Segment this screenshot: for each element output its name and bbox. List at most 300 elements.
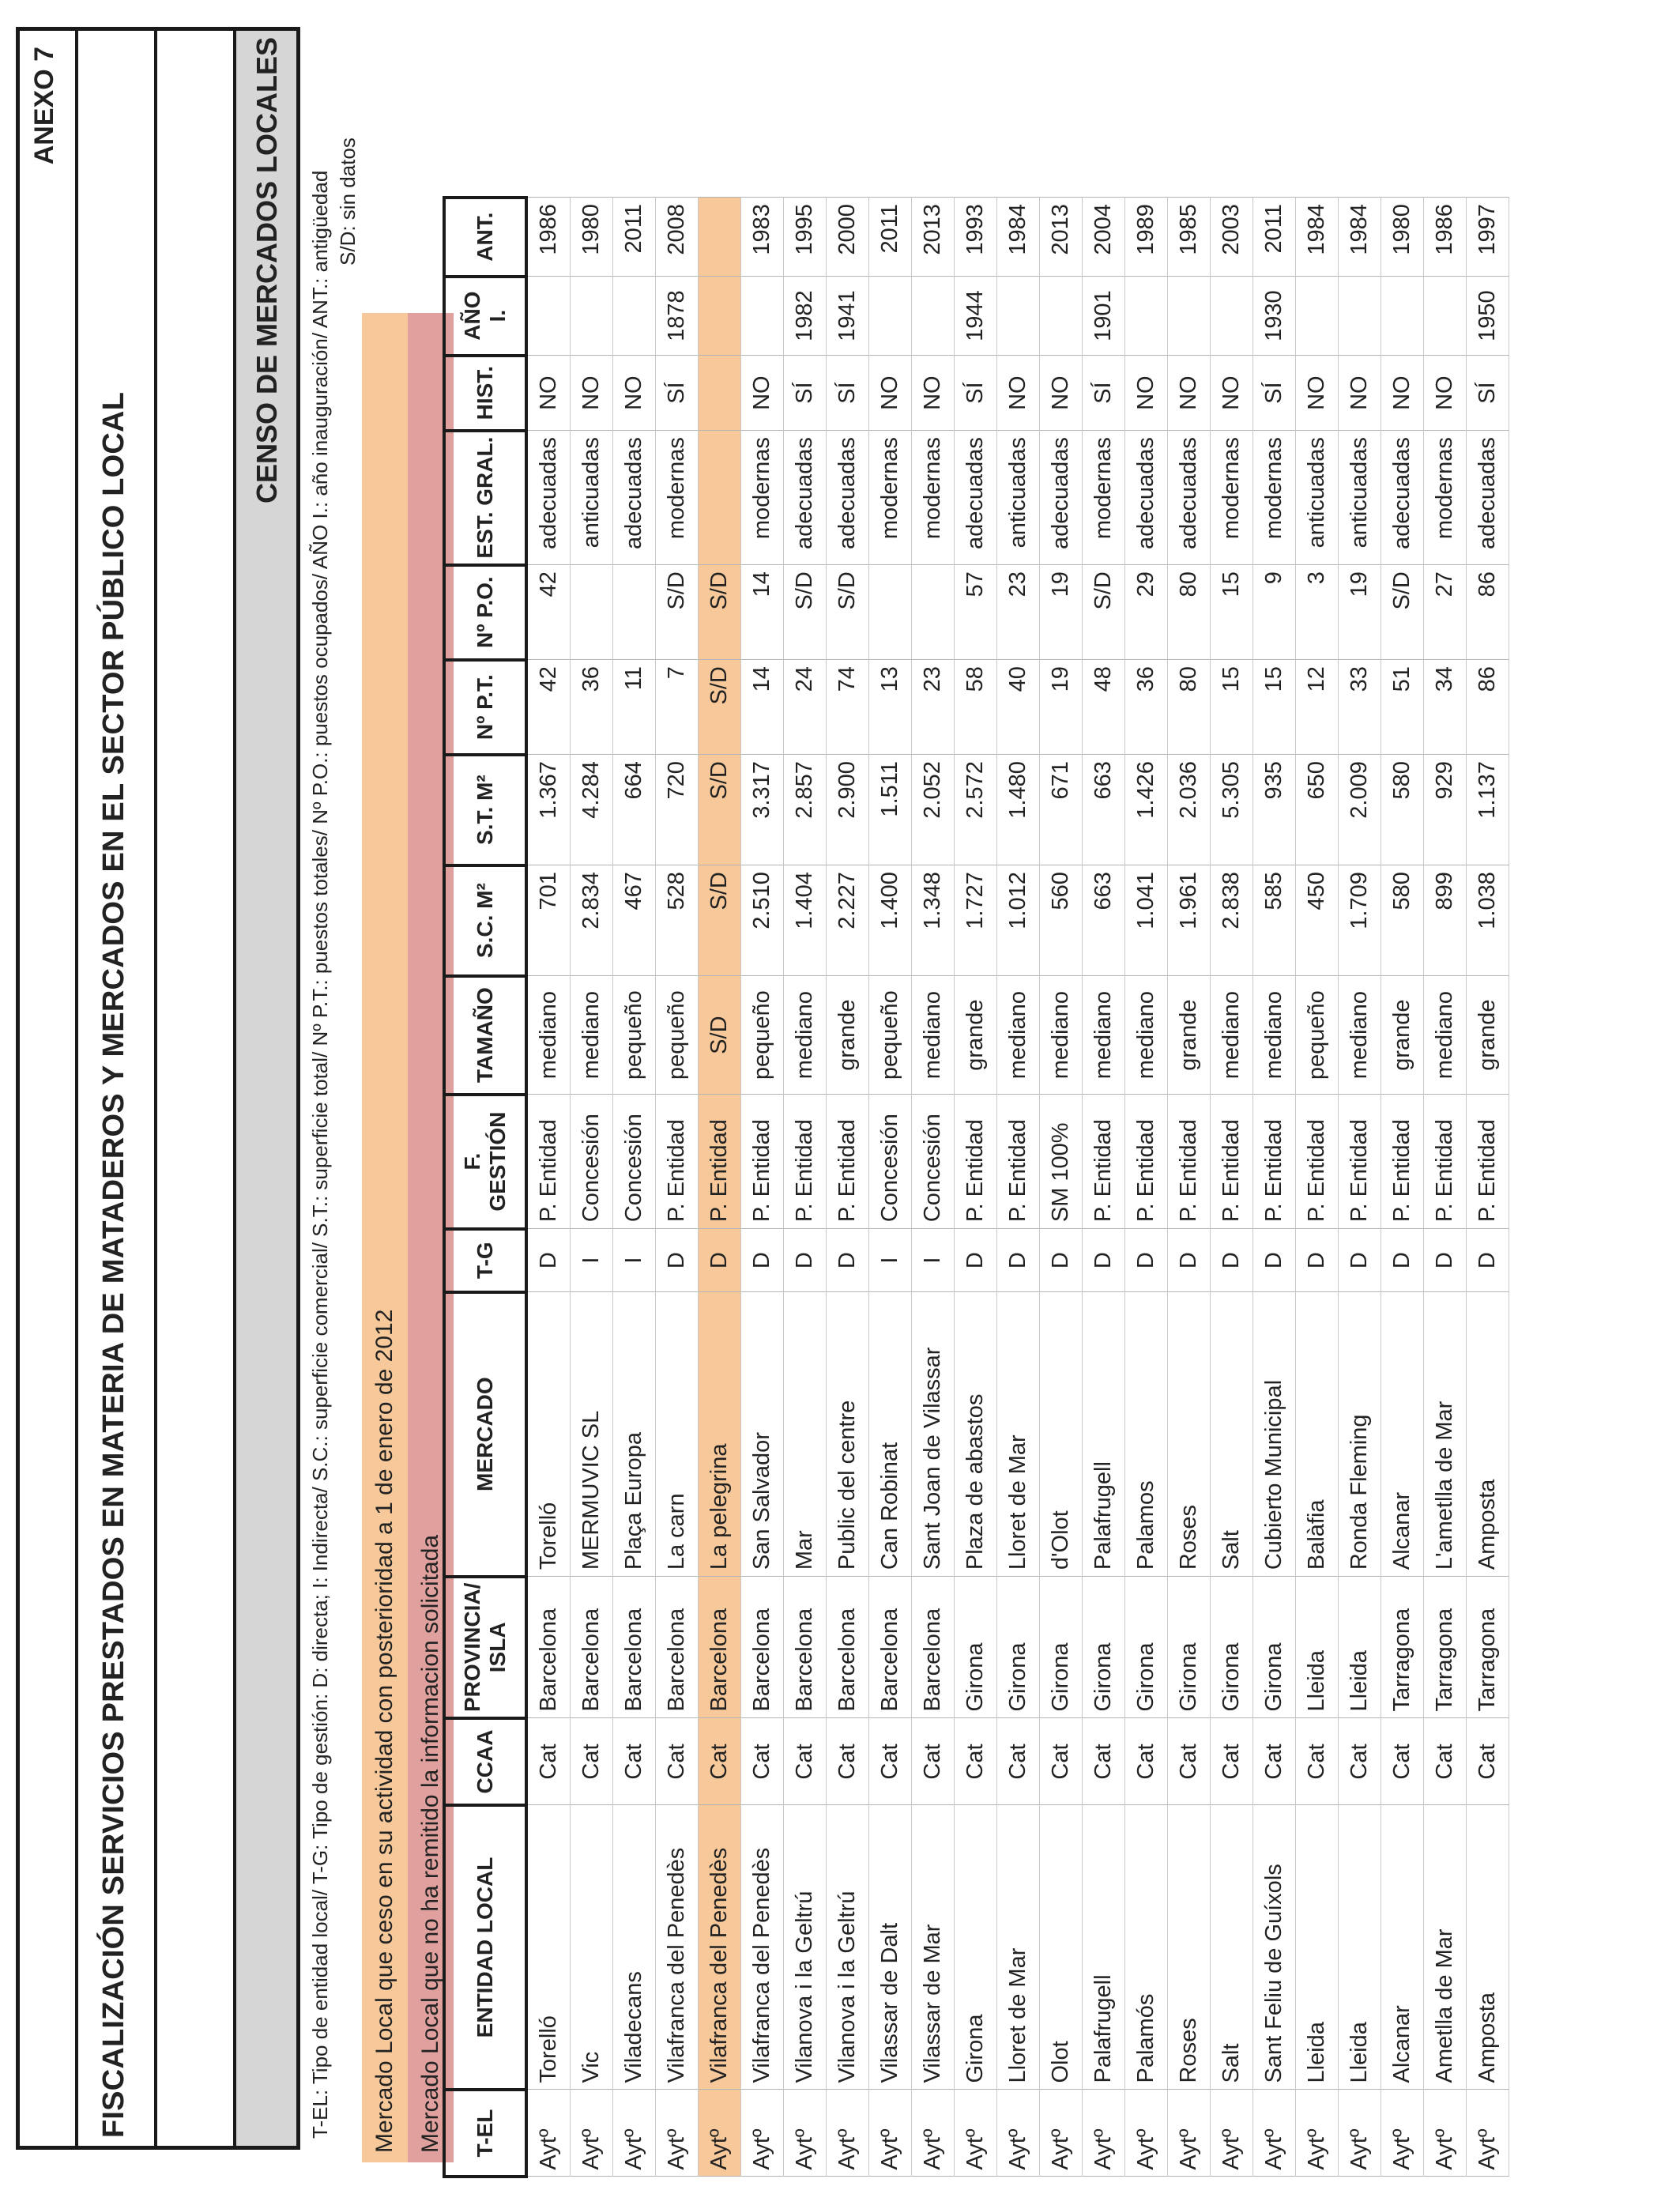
header-est-gral: EST. GRAL. bbox=[444, 431, 526, 565]
cell-tamano: mediano bbox=[1424, 976, 1467, 1095]
table-body bbox=[526, 198, 1509, 2177]
cell-ccaa: Cat bbox=[1296, 1718, 1339, 1805]
cell-npt: 34 bbox=[1424, 660, 1467, 755]
cell-tamano: mediano bbox=[571, 976, 613, 1095]
cell-provincia: Girona bbox=[1125, 1577, 1168, 1718]
cell-est-gral: adecuadas bbox=[1125, 431, 1168, 565]
table-header-row bbox=[444, 198, 526, 2177]
cell-mercado: San Salvador bbox=[741, 1292, 784, 1577]
cell-sc: 1.012 bbox=[997, 865, 1040, 976]
cell-entidad-local: Viladecans bbox=[613, 1805, 656, 2090]
header-tamano: TAMAÑO bbox=[444, 976, 526, 1095]
table-row bbox=[1381, 198, 1424, 2177]
cell-f-gestion: P. Entidad bbox=[656, 1095, 699, 1229]
ceased-market-banner: Mercado Local que ceso en su actividad con posterioridad a 1 de enero de 2012 bbox=[362, 313, 408, 2162]
cell-hist: SÍ bbox=[784, 356, 827, 431]
cell-t-g: D bbox=[741, 1229, 784, 1292]
cell-ccaa: Cat bbox=[699, 1718, 741, 1805]
cell-sc: 1.400 bbox=[869, 865, 912, 976]
cell-st: 663 bbox=[1083, 755, 1125, 865]
cell-npo: 3 bbox=[1296, 565, 1339, 660]
cell-t-el: Aytº bbox=[784, 2090, 827, 2177]
cell-t-el: Aytº bbox=[912, 2090, 955, 2177]
cell-ant: 1984 bbox=[997, 198, 1040, 277]
cell-t-el: Aytº bbox=[613, 2090, 656, 2177]
cell-sc: 1.041 bbox=[1125, 865, 1168, 976]
cell-npt: 24 bbox=[784, 660, 827, 755]
cell-t-g: D bbox=[1424, 1229, 1467, 1292]
cell-t-el: Aytº bbox=[571, 2090, 613, 2177]
cell-npo: 23 bbox=[997, 565, 1040, 660]
cell-t-g: D bbox=[1253, 1229, 1296, 1292]
cell-hist: NO bbox=[1040, 356, 1083, 431]
cell-mercado: Torelló bbox=[526, 1292, 571, 1577]
cell-ccaa: Cat bbox=[869, 1718, 912, 1805]
cell-provincia: Girona bbox=[1253, 1577, 1296, 1718]
cell-t-g: D bbox=[1339, 1229, 1381, 1292]
annex-label: ANEXO 7 bbox=[29, 47, 59, 165]
cell-ano-i bbox=[1125, 277, 1168, 356]
cell-npo: 29 bbox=[1125, 565, 1168, 660]
cell-ant: 2004 bbox=[1083, 198, 1125, 277]
cell-ant: 2013 bbox=[912, 198, 955, 277]
cell-tamano: mediano bbox=[1040, 976, 1083, 1095]
cell-provincia: Barcelona bbox=[741, 1577, 784, 1718]
cell-est-gral: anticuadas bbox=[571, 431, 613, 565]
cell-entidad-local: Vilafranca del Penedès bbox=[699, 1805, 741, 2090]
cell-t-g: I bbox=[571, 1229, 613, 1292]
table-row bbox=[1125, 198, 1168, 2177]
cell-hist: NO bbox=[1168, 356, 1211, 431]
cell-st: 720 bbox=[656, 755, 699, 865]
cell-f-gestion: P. Entidad bbox=[1467, 1095, 1509, 1229]
cell-tamano: mediano bbox=[912, 976, 955, 1095]
cell-npo: S/D bbox=[784, 565, 827, 660]
cell-entidad-local: Torelló bbox=[526, 1805, 571, 2090]
cell-npt: 23 bbox=[912, 660, 955, 755]
cell-t-el: Aytº bbox=[656, 2090, 699, 2177]
header-f-gestion: F. GESTIÓN bbox=[444, 1095, 526, 1229]
cell-entidad-local: Palamós bbox=[1125, 1805, 1168, 2090]
cell-npo: S/D bbox=[827, 565, 869, 660]
cell-sc: 1.709 bbox=[1339, 865, 1381, 976]
cell-npo: 9 bbox=[1253, 565, 1296, 660]
cell-est-gral: adecuadas bbox=[1381, 431, 1424, 565]
cell-mercado: MERMUVIC SL bbox=[571, 1292, 613, 1577]
cell-ant: 1980 bbox=[571, 198, 613, 277]
cell-entidad-local: Vilafranca del Penedès bbox=[741, 1805, 784, 2090]
cell-tamano: grande bbox=[955, 976, 997, 1095]
cell-t-el: Aytº bbox=[526, 2090, 571, 2177]
table-row bbox=[1424, 198, 1467, 2177]
cell-entidad-local: Alcanar bbox=[1381, 1805, 1424, 2090]
header-entidad-local: ENTIDAD LOCAL bbox=[444, 1805, 526, 2090]
cell-t-el: Aytº bbox=[869, 2090, 912, 2177]
cell-hist: NO bbox=[869, 356, 912, 431]
cell-hist: SÍ bbox=[955, 356, 997, 431]
missing-info-banner: Mercado Local que no ha remitido la informacion solicitada bbox=[408, 313, 454, 2162]
cell-hist: SÍ bbox=[1467, 356, 1509, 431]
cell-ano-i bbox=[912, 277, 955, 356]
cell-est-gral: adecuadas bbox=[526, 431, 571, 565]
cell-mercado: Plaça Europa bbox=[613, 1292, 656, 1577]
cell-hist: NO bbox=[613, 356, 656, 431]
cell-st: 2.052 bbox=[912, 755, 955, 865]
cell-mercado: L'ametlla de Mar bbox=[1424, 1292, 1467, 1577]
cell-hist: SÍ bbox=[1253, 356, 1296, 431]
cell-sc: 1.961 bbox=[1168, 865, 1211, 976]
table-row bbox=[869, 198, 912, 2177]
cell-ccaa: Cat bbox=[656, 1718, 699, 1805]
cell-t-g: D bbox=[955, 1229, 997, 1292]
markets-table bbox=[443, 196, 1509, 2178]
table-row bbox=[1467, 198, 1509, 2177]
cell-hist: SÍ bbox=[1083, 356, 1125, 431]
cell-npo: 42 bbox=[526, 565, 571, 660]
cell-ano-i bbox=[699, 277, 741, 356]
cell-ant: 1984 bbox=[1339, 198, 1381, 277]
cell-entidad-local: Vic bbox=[571, 1805, 613, 2090]
cell-ccaa: Cat bbox=[1424, 1718, 1467, 1805]
cell-npt: 58 bbox=[955, 660, 997, 755]
cell-npt: 40 bbox=[997, 660, 1040, 755]
cell-npo: 80 bbox=[1168, 565, 1211, 660]
annex-row bbox=[20, 31, 75, 2146]
cell-npt: 36 bbox=[571, 660, 613, 755]
table-row bbox=[1083, 198, 1125, 2177]
cell-hist: NO bbox=[526, 356, 571, 431]
cell-tamano: mediano bbox=[1211, 976, 1253, 1095]
cell-st: 929 bbox=[1424, 755, 1467, 865]
cell-ant: 1997 bbox=[1467, 198, 1509, 277]
header-provincia: PROVINCIA/ ISLA bbox=[444, 1577, 526, 1718]
table-row bbox=[955, 198, 997, 2177]
cell-npt: 74 bbox=[827, 660, 869, 755]
cell-entidad-local: Lloret de Mar bbox=[997, 1805, 1040, 2090]
cell-mercado: Ronda Fleming bbox=[1339, 1292, 1381, 1577]
cell-st: 580 bbox=[1381, 755, 1424, 865]
cell-entidad-local: Vilassar de Dalt bbox=[869, 1805, 912, 2090]
cell-hist: NO bbox=[1381, 356, 1424, 431]
cell-t-g: I bbox=[912, 1229, 955, 1292]
cell-ccaa: Cat bbox=[912, 1718, 955, 1805]
cell-tamano: pequeño bbox=[1296, 976, 1339, 1095]
cell-provincia: Lleida bbox=[1296, 1577, 1339, 1718]
cell-tamano: pequeño bbox=[741, 976, 784, 1095]
cell-est-gral: modernas bbox=[1083, 431, 1125, 565]
cell-entidad-local: Ametlla de Mar bbox=[1424, 1805, 1467, 2090]
cell-ano-i bbox=[1296, 277, 1339, 356]
table-row bbox=[997, 198, 1040, 2177]
cell-t-g: D bbox=[1125, 1229, 1168, 1292]
census-row bbox=[233, 31, 296, 2146]
cell-st: 664 bbox=[613, 755, 656, 865]
cell-npt: 14 bbox=[741, 660, 784, 755]
cell-f-gestion: P. Entidad bbox=[955, 1095, 997, 1229]
cell-t-el: Aytº bbox=[1253, 2090, 1296, 2177]
cell-tamano: mediano bbox=[784, 976, 827, 1095]
cell-ant: 2011 bbox=[869, 198, 912, 277]
cell-st: 1.426 bbox=[1125, 755, 1168, 865]
cell-tamano: mediano bbox=[1253, 976, 1296, 1095]
cell-ano-i: 1930 bbox=[1253, 277, 1296, 356]
cell-provincia: Barcelona bbox=[613, 1577, 656, 1718]
cell-f-gestion: P. Entidad bbox=[1211, 1095, 1253, 1229]
cell-mercado: Lloret de Mar bbox=[997, 1292, 1040, 1577]
cell-ant: 2008 bbox=[656, 198, 699, 277]
cell-sc: 528 bbox=[656, 865, 699, 976]
cell-ano-i bbox=[869, 277, 912, 356]
cell-f-gestion: P. Entidad bbox=[1253, 1095, 1296, 1229]
cell-ano-i bbox=[1339, 277, 1381, 356]
cell-mercado: Sant Joan de Vilassar bbox=[912, 1292, 955, 1577]
cell-ccaa: Cat bbox=[1168, 1718, 1211, 1805]
cell-est-gral: adecuadas bbox=[1168, 431, 1211, 565]
cell-ccaa: Cat bbox=[997, 1718, 1040, 1805]
table-row bbox=[613, 198, 656, 2177]
cell-tamano: mediano bbox=[997, 976, 1040, 1095]
cell-npo bbox=[571, 565, 613, 660]
cell-ano-i bbox=[1168, 277, 1211, 356]
table-row bbox=[1040, 198, 1083, 2177]
cell-entidad-local: Lleida bbox=[1296, 1805, 1339, 2090]
cell-provincia: Barcelona bbox=[571, 1577, 613, 1718]
cell-ano-i: 1944 bbox=[955, 277, 997, 356]
cell-npo: S/D bbox=[699, 565, 741, 660]
cell-hist: NO bbox=[1211, 356, 1253, 431]
cell-sc: 2.834 bbox=[571, 865, 613, 976]
census-title: CENSO DE MERCADOS LOCALES bbox=[250, 37, 283, 504]
cell-t-el: Aytº bbox=[1296, 2090, 1339, 2177]
header-t-g: T-G bbox=[444, 1229, 526, 1292]
cell-tamano: pequeño bbox=[656, 976, 699, 1095]
cell-provincia: Barcelona bbox=[912, 1577, 955, 1718]
cell-entidad-local: Palafrugell bbox=[1083, 1805, 1125, 2090]
cell-st: 3.317 bbox=[741, 755, 784, 865]
cell-mercado: Mar bbox=[784, 1292, 827, 1577]
cell-st: 2.900 bbox=[827, 755, 869, 865]
document-title: FISCALIZACIÓN SERVICIOS PRESTADOS EN MATERIA DE MATADEROS Y MERCADOS EN EL SECTOR PÚBLICO LOCAL bbox=[97, 391, 130, 2138]
table-row bbox=[1339, 198, 1381, 2177]
cell-sc: 1.404 bbox=[784, 865, 827, 976]
cell-ano-i: 1878 bbox=[656, 277, 699, 356]
cell-ccaa: Cat bbox=[1467, 1718, 1509, 1805]
cell-npt: 80 bbox=[1168, 660, 1211, 755]
cell-f-gestion: P. Entidad bbox=[784, 1095, 827, 1229]
cell-est-gral: modernas bbox=[656, 431, 699, 565]
cell-provincia: Tarragona bbox=[1467, 1577, 1509, 1718]
cell-st: S/D bbox=[699, 755, 741, 865]
cell-npo bbox=[613, 565, 656, 660]
cell-sc: 580 bbox=[1381, 865, 1424, 976]
cell-est-gral: anticuadas bbox=[1339, 431, 1381, 565]
cell-npt: 15 bbox=[1253, 660, 1296, 755]
header-t-el: T-EL bbox=[444, 2090, 526, 2177]
table-row bbox=[912, 198, 955, 2177]
cell-st: 4.284 bbox=[571, 755, 613, 865]
cell-sc: 663 bbox=[1083, 865, 1125, 976]
cell-t-g: D bbox=[656, 1229, 699, 1292]
cell-npt: 51 bbox=[1381, 660, 1424, 755]
cell-est-gral: modernas bbox=[912, 431, 955, 565]
cell-st: 935 bbox=[1253, 755, 1296, 865]
cell-sc: 1.348 bbox=[912, 865, 955, 976]
table-row bbox=[699, 198, 741, 2177]
cell-ant: 1986 bbox=[526, 198, 571, 277]
table-row bbox=[1211, 198, 1253, 2177]
cell-mercado: Cubierto Municipal bbox=[1253, 1292, 1296, 1577]
cell-st: 1.480 bbox=[997, 755, 1040, 865]
cell-ano-i bbox=[997, 277, 1040, 356]
cell-npo: 14 bbox=[741, 565, 784, 660]
cell-tamano: mediano bbox=[1339, 976, 1381, 1095]
cell-provincia: Girona bbox=[1083, 1577, 1125, 1718]
table-row bbox=[827, 198, 869, 2177]
cell-npo: 15 bbox=[1211, 565, 1253, 660]
cell-entidad-local: Amposta bbox=[1467, 1805, 1509, 2090]
cell-ant bbox=[699, 198, 741, 277]
cell-provincia: Barcelona bbox=[656, 1577, 699, 1718]
cell-t-el: Aytº bbox=[955, 2090, 997, 2177]
cell-f-gestion: P. Entidad bbox=[741, 1095, 784, 1229]
cell-f-gestion: P. Entidad bbox=[1168, 1095, 1211, 1229]
table-row bbox=[1168, 198, 1211, 2177]
cell-st: 2.036 bbox=[1168, 755, 1211, 865]
cell-provincia: Girona bbox=[1211, 1577, 1253, 1718]
cell-npo: S/D bbox=[1083, 565, 1125, 660]
header-npo: Nº P.O. bbox=[444, 565, 526, 660]
cell-npt: S/D bbox=[699, 660, 741, 755]
cell-t-el: Aytº bbox=[1424, 2090, 1467, 2177]
cell-f-gestion: Concesión bbox=[912, 1095, 955, 1229]
cell-ant: 1985 bbox=[1168, 198, 1211, 277]
cell-f-gestion: P. Entidad bbox=[1125, 1095, 1168, 1229]
cell-ano-i bbox=[526, 277, 571, 356]
cell-ant: 2011 bbox=[1253, 198, 1296, 277]
cell-mercado: Salt bbox=[1211, 1292, 1253, 1577]
cell-t-el: Aytº bbox=[997, 2090, 1040, 2177]
cell-tamano: pequeño bbox=[613, 976, 656, 1095]
cell-t-el: Aytº bbox=[1168, 2090, 1211, 2177]
cell-entidad-local: Sant Feliu de Guíxols bbox=[1253, 1805, 1296, 2090]
cell-ant: 2013 bbox=[1040, 198, 1083, 277]
cell-mercado: Alcanar bbox=[1381, 1292, 1424, 1577]
cell-entidad-local: Vilanova i la Geltrú bbox=[784, 1805, 827, 2090]
cell-sc: 467 bbox=[613, 865, 656, 976]
cell-st: 5.305 bbox=[1211, 755, 1253, 865]
cell-st: 1.511 bbox=[869, 755, 912, 865]
cell-f-gestion: P. Entidad bbox=[1424, 1095, 1467, 1229]
cell-ccaa: Cat bbox=[613, 1718, 656, 1805]
cell-mercado: Public del centre bbox=[827, 1292, 869, 1577]
cell-ccaa: Cat bbox=[741, 1718, 784, 1805]
cell-mercado: Can Robinat bbox=[869, 1292, 912, 1577]
cell-est-gral: modernas bbox=[869, 431, 912, 565]
cell-st: 2.009 bbox=[1339, 755, 1381, 865]
cell-ano-i bbox=[1381, 277, 1424, 356]
cell-st: 2.857 bbox=[784, 755, 827, 865]
header-st: S.T. M² bbox=[444, 755, 526, 865]
cell-npo: 86 bbox=[1467, 565, 1509, 660]
header-ant: ANT. bbox=[444, 198, 526, 277]
cell-entidad-local: Vilafranca del Penedès bbox=[656, 1805, 699, 2090]
header-ano-i: AÑO I. bbox=[444, 277, 526, 356]
cell-npo bbox=[912, 565, 955, 660]
table-row bbox=[741, 198, 784, 2177]
cell-t-g: D bbox=[827, 1229, 869, 1292]
cell-provincia: Girona bbox=[997, 1577, 1040, 1718]
cell-sc: 2.838 bbox=[1211, 865, 1253, 976]
cell-tamano: mediano bbox=[1125, 976, 1168, 1095]
cell-t-el: Aytº bbox=[1083, 2090, 1125, 2177]
cell-ant: 1984 bbox=[1296, 198, 1339, 277]
cell-f-gestion: Concesión bbox=[571, 1095, 613, 1229]
cell-est-gral: modernas bbox=[1424, 431, 1467, 565]
cell-provincia: Lleida bbox=[1339, 1577, 1381, 1718]
cell-hist: NO bbox=[571, 356, 613, 431]
cell-sc: 899 bbox=[1424, 865, 1467, 976]
cell-provincia: Tarragona bbox=[1381, 1577, 1424, 1718]
cell-f-gestion: P. Entidad bbox=[1339, 1095, 1381, 1229]
cell-ant: 1983 bbox=[741, 198, 784, 277]
cell-entidad-local: Lleida bbox=[1339, 1805, 1381, 2090]
cell-t-g: I bbox=[613, 1229, 656, 1292]
cell-sc: 450 bbox=[1296, 865, 1339, 976]
cell-entidad-local: Olot bbox=[1040, 1805, 1083, 2090]
cell-tamano: mediano bbox=[1083, 976, 1125, 1095]
header-hist: HIST. bbox=[444, 356, 526, 431]
cell-ccaa: Cat bbox=[955, 1718, 997, 1805]
cell-est-gral: modernas bbox=[741, 431, 784, 565]
cell-ant: 1993 bbox=[955, 198, 997, 277]
cell-sc: 585 bbox=[1253, 865, 1296, 976]
cell-npo: 27 bbox=[1424, 565, 1467, 660]
cell-hist: NO bbox=[1125, 356, 1168, 431]
cell-ano-i bbox=[1211, 277, 1253, 356]
cell-mercado: La carn bbox=[656, 1292, 699, 1577]
title-row bbox=[75, 31, 154, 2146]
cell-entidad-local: Salt bbox=[1211, 1805, 1253, 2090]
cell-npt: 12 bbox=[1296, 660, 1339, 755]
cell-npt: 48 bbox=[1083, 660, 1125, 755]
cell-f-gestion: P. Entidad bbox=[997, 1095, 1040, 1229]
cell-hist: NO bbox=[912, 356, 955, 431]
cell-hist: NO bbox=[741, 356, 784, 431]
cell-provincia: Barcelona bbox=[869, 1577, 912, 1718]
cell-sc: 560 bbox=[1040, 865, 1083, 976]
cell-ant: 1986 bbox=[1424, 198, 1467, 277]
cell-t-el: Aytº bbox=[1125, 2090, 1168, 2177]
cell-mercado: Balàfia bbox=[1296, 1292, 1339, 1577]
cell-tamano: grande bbox=[1467, 976, 1509, 1095]
cell-tamano: grande bbox=[1168, 976, 1211, 1095]
cell-f-gestion: P. Entidad bbox=[1296, 1095, 1339, 1229]
cell-f-gestion: P. Entidad bbox=[699, 1095, 741, 1229]
table-row bbox=[656, 198, 699, 2177]
cell-f-gestion: P. Entidad bbox=[526, 1095, 571, 1229]
cell-provincia: Girona bbox=[1040, 1577, 1083, 1718]
cell-ano-i: 1982 bbox=[784, 277, 827, 356]
cell-npt: 86 bbox=[1467, 660, 1509, 755]
cell-ant: 2000 bbox=[827, 198, 869, 277]
header-mercado: MERCADO bbox=[444, 1292, 526, 1577]
cell-t-g: D bbox=[997, 1229, 1040, 1292]
cell-ant: 1995 bbox=[784, 198, 827, 277]
cell-hist: NO bbox=[1424, 356, 1467, 431]
cell-ccaa: Cat bbox=[571, 1718, 613, 1805]
legend: T-EL: Tipo de entidad local/ T-G: Tipo de gestión: D: directa; I: Indirecta/ S.C.: superficie comercial/ S.T.: superficie total/ Nº P.T.: puestos totales/ Nº P.O.: puestos ocupados/ AÑO I.: año inauguración/ ANT.: antigüedad bbox=[308, 170, 332, 2139]
cell-hist: SÍ bbox=[827, 356, 869, 431]
